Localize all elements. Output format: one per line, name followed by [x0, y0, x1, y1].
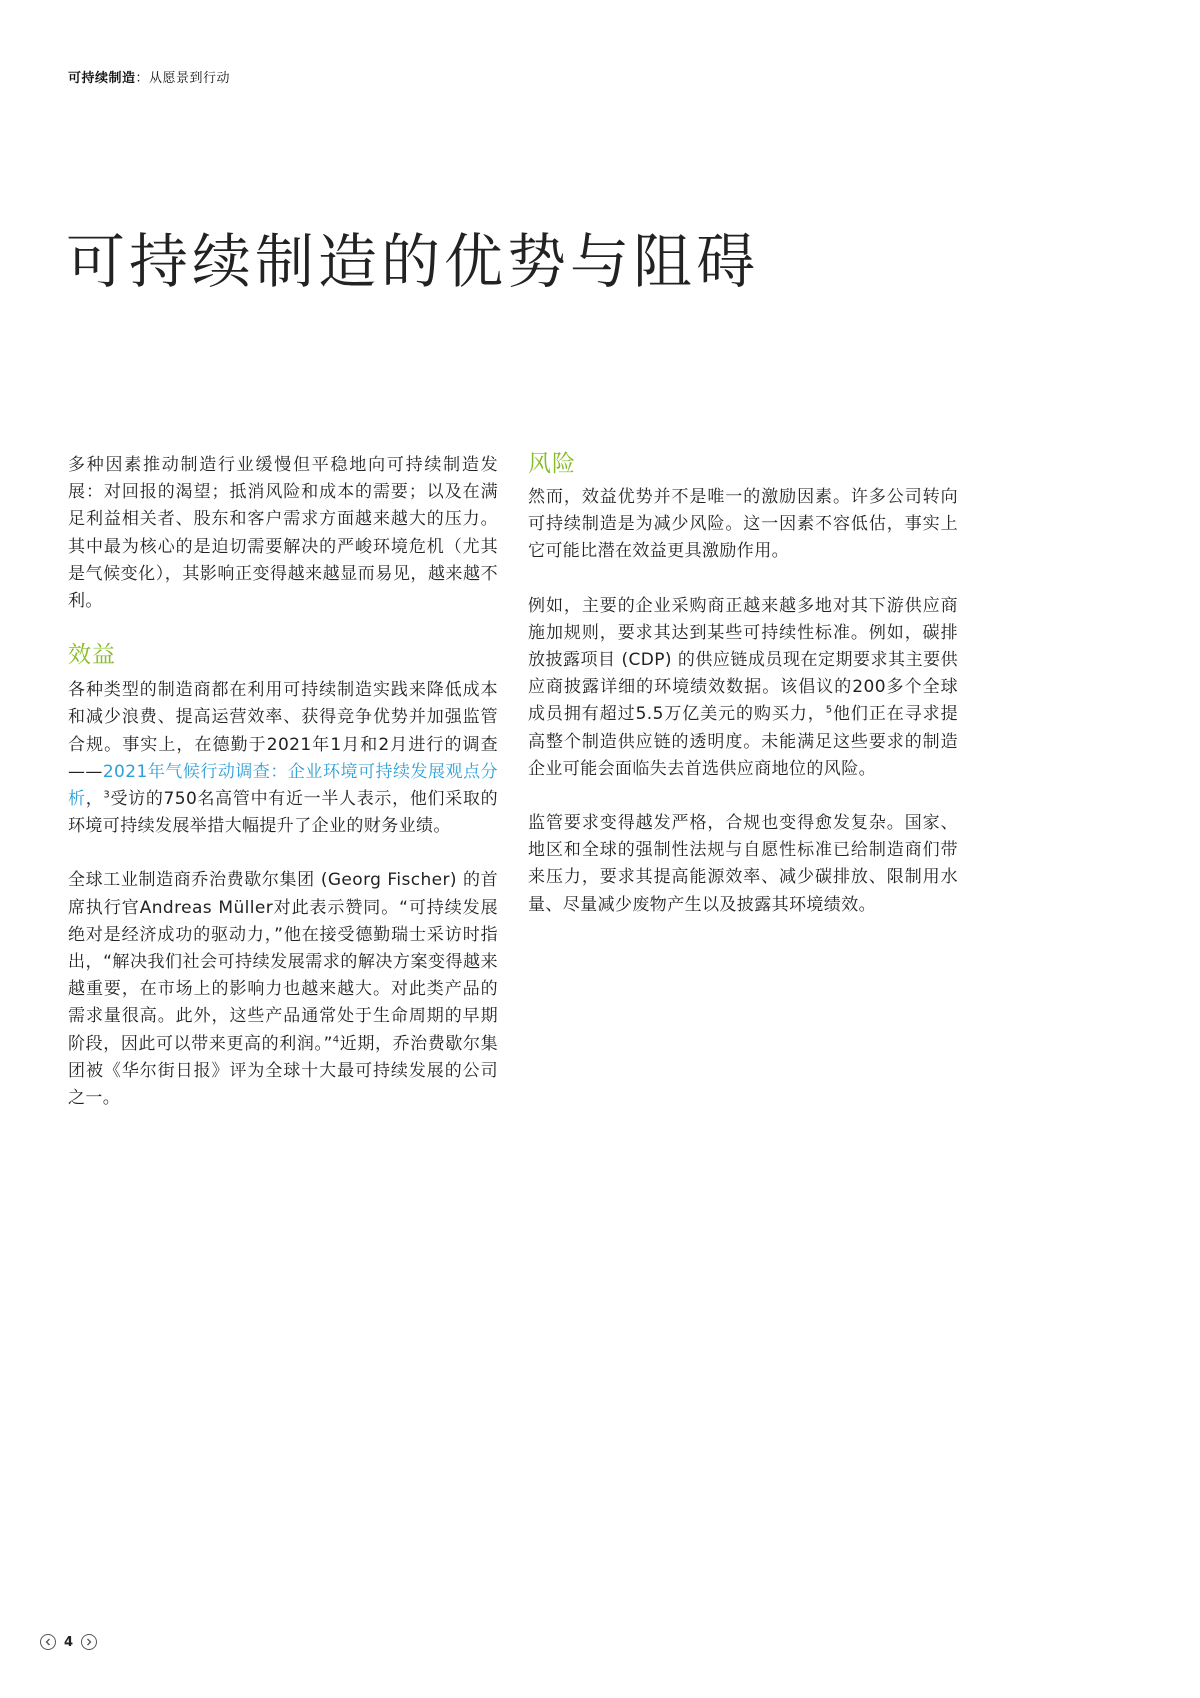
report-title-rest: ：从愿景到行动: [135, 71, 231, 86]
right-column: [528, 448, 958, 919]
chevron-left-icon[interactable]: [40, 1634, 56, 1650]
risk-p2-text: 例如，主要的企业采购商正越来越多地对其下游供应商施加规则，要求其达到某些可持续性标准。例如，碳排放披露项目 (CDP) 的供应链成员现在定期要求其主要供应商披露详细的环境绩效数据。该倡议的200多个全球成员拥有超过5.5万亿美元的购买力，: [528, 595, 958, 725]
page-title: 可持续制造的优势与阻碍: [66, 227, 760, 296]
left-column: [68, 452, 498, 1112]
footnote-ref-3[interactable]: 3: [103, 789, 111, 801]
running-header: [68, 67, 230, 86]
page-navigation: [40, 1634, 97, 1650]
chevron-right-icon[interactable]: [81, 1634, 97, 1650]
benefits-p1-text-after: 受访的750名高管中有近一半人表示，他们采取的环境可持续发展举措大幅提升了企业的财务业绩。: [68, 789, 498, 837]
risk-paragraph-1: 然而，效益优势并不是唯一的激励因素。许多公司转向可持续制造是为减少风险。这一因素不容低估，事实上它可能比潜在效益更具激励作用。: [528, 487, 958, 562]
risk-heading: 风险: [528, 451, 576, 477]
risk-p2-text-after: 他们正在寻求提高整个制造供应链的透明度。未能满足这些要求的制造企业可能会面临失去首选供应商地位的风险。: [528, 704, 958, 779]
benefits-paragraph-2: [68, 867, 498, 1112]
footnote-ref-5[interactable]: 5: [825, 704, 833, 716]
benefits-heading: 效益: [68, 642, 116, 669]
benefits-paragraph-1: 各种类型的制造商都在利用可持续制造实践来降低成本和减少浪费、提高运营效率、获得竞争优势并加强监管合规。事实上，在德勤于2021年1月和2月进行的调查——2021年气候行动调查：企业环境可持续发展观点分析，$^3$受访的750名高管中有近一半人表示，他们采取的环境可持续发展举措大幅提升了企业的财务业绩。: [68, 680, 498, 837]
benefits-p2-text: 全球工业制造商乔治费歇尔集团 (Georg Fischer) 的首席执行官Andreas Müller对此表示赞同。“可持续发展绝对是经济成功的驱动力，”他在接受德勤瑞士采访时指出，“解决我们社会可持续发展需求的解决方案变得越来越重要，在市场上的影响力也越来越大。对此类产品的需求量很高。此外，这些产品通常处于生命周期的早期阶段，因此可以带来更高的利润。”: [68, 870, 498, 1054]
climate-survey-link[interactable]: 2021年气候行动调查：企业环境可持续发展观点分析: [68, 761, 498, 810]
intro-paragraph: 多种因素推动制造行业缓慢但平稳地向可持续制造发展：对回报的渴望；抵消风险和成本的需要；以及在满足利益相关者、股东和客户需求方面越来越大的压力。其中最为核心的是迫切需要解决的严峻环境危机（尤其是气候变化），其影响正变得越来越显而易见，越来越不利。: [68, 455, 498, 612]
report-title-bold: 可持续制造: [68, 71, 136, 86]
benefits-p1-text: 各种类型的制造商都在利用可持续制造实践来降低成本和减少浪费、提高运营效率、获得竞争优势并加强监管合规。事实上，在德勤于2021年1月和2月进行的调查——: [68, 680, 498, 782]
page-number: 4: [64, 1634, 74, 1650]
footnote-ref-4[interactable]: 4: [332, 1034, 340, 1045]
risk-paragraph-3: 监管要求变得越发严格，合规也变得愈发复杂。国家、地区和全球的强制性法规与自愿性标准已给制造商们带来压力，要求其提高能源效率、减少碳排放、限制用水量、尽量减少废物产生以及披露其环境绩效。: [528, 813, 958, 915]
risk-paragraph-2: [528, 593, 958, 783]
benefits-p2-text-after: 近期，乔治费歇尔集团被《华尔街日报》评为全球十大最可持续发展的公司之一。: [68, 1033, 498, 1109]
